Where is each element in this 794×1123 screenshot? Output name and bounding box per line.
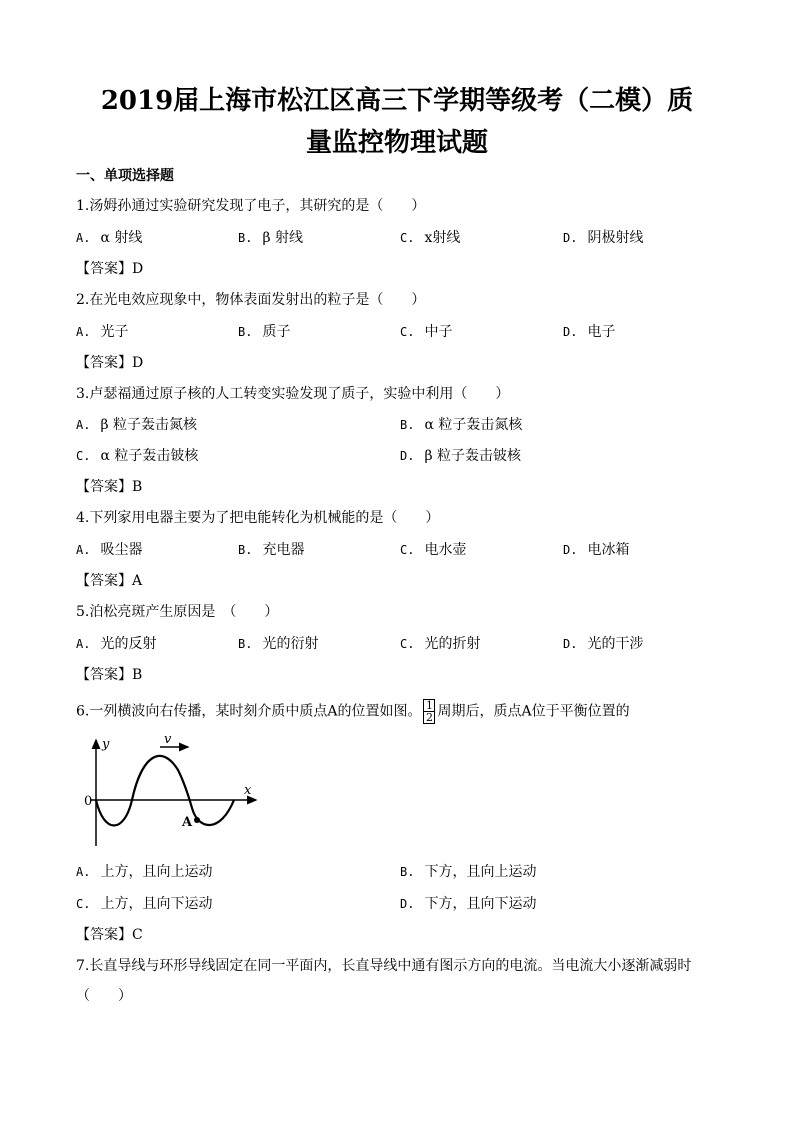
question-4-option-a bbox=[76, 540, 142, 560]
question-3-option-c bbox=[76, 446, 198, 466]
question-1-option-d bbox=[563, 228, 643, 248]
option-text: β 粒子轰击氮核 bbox=[100, 417, 197, 433]
x-axis-label: x bbox=[244, 783, 252, 798]
question-4-option-d bbox=[563, 540, 629, 560]
option-text: x射线 bbox=[424, 230, 461, 246]
question-6-option-d bbox=[400, 894, 536, 914]
option-letter: A. bbox=[76, 418, 91, 432]
option-text: β 射线 bbox=[262, 230, 303, 246]
option-letter: A. bbox=[76, 325, 91, 339]
option-text: 电子 bbox=[587, 324, 616, 340]
option-letter: D. bbox=[563, 637, 578, 651]
option-letter: D. bbox=[563, 543, 578, 557]
answer-value: D bbox=[132, 261, 144, 277]
question-6-option-a bbox=[76, 862, 212, 882]
question-3-option-a bbox=[76, 415, 197, 435]
option-text: 光的反射 bbox=[100, 636, 157, 652]
option-text: 电冰箱 bbox=[587, 542, 630, 558]
option-text: α 粒子轰击铍核 bbox=[100, 448, 199, 464]
wave-curve bbox=[96, 756, 234, 826]
question-5-option-d bbox=[563, 634, 643, 654]
option-letter: B. bbox=[238, 637, 253, 651]
option-text: 上方，且向上运动 bbox=[100, 864, 213, 880]
option-letter: A. bbox=[76, 543, 91, 557]
question-5-answer bbox=[76, 665, 142, 685]
question-6-option-c bbox=[76, 894, 212, 914]
answer-value: B bbox=[132, 667, 143, 683]
option-text: 光子 bbox=[100, 324, 129, 340]
section-heading: 一、单项选择题 bbox=[76, 168, 174, 184]
option-letter: B. bbox=[238, 231, 253, 245]
option-text: 光的衍射 bbox=[262, 636, 319, 652]
question-6-stem-end: 周期后，质点A位于平衡位置的 bbox=[437, 703, 630, 720]
y-axis-label: y bbox=[102, 737, 110, 752]
fraction bbox=[423, 699, 435, 724]
option-text: α 射线 bbox=[100, 230, 143, 246]
question-3-option-d bbox=[400, 446, 521, 466]
answer-value: C bbox=[132, 927, 143, 943]
question-7-stem: 7.长直导线与环形导线固定在同一平面内，长直导线中通有图示方向的电流。当电流大小逐渐减弱时 bbox=[76, 958, 692, 974]
option-text: 质子 bbox=[262, 324, 291, 340]
question-1-option-b bbox=[238, 228, 303, 248]
question-5-option-c bbox=[400, 634, 480, 654]
question-3-stem: 3.卢瑟福通过原子核的人工转变实验发现了质子，实验中利用（ ） bbox=[76, 386, 510, 402]
option-letter: D. bbox=[563, 325, 578, 339]
question-4-stem: 4.下列家用电器主要为了把电能转化为机械能的是（ ） bbox=[76, 510, 440, 526]
option-text: 光的折射 bbox=[424, 636, 481, 652]
fraction-numerator: 1 bbox=[425, 699, 433, 712]
option-text: 下方，且向下运动 bbox=[424, 896, 537, 912]
answer-label: 【答案】 bbox=[76, 261, 132, 277]
option-letter: C. bbox=[400, 231, 415, 245]
wave-figure bbox=[84, 734, 264, 850]
option-letter: C. bbox=[400, 637, 415, 651]
velocity-label: v bbox=[164, 734, 172, 747]
question-2-option-b bbox=[238, 322, 290, 342]
origin-label: 0 bbox=[84, 794, 93, 809]
option-text: β 粒子轰击铍核 bbox=[424, 448, 521, 464]
answer-value: B bbox=[132, 479, 143, 495]
answer-label: 【答案】 bbox=[76, 479, 132, 495]
option-letter: A. bbox=[76, 231, 91, 245]
option-text: 下方，且向上运动 bbox=[424, 864, 537, 880]
option-text: 光的干涉 bbox=[587, 636, 644, 652]
point-a-marker bbox=[194, 817, 200, 823]
point-a-label: A bbox=[182, 815, 193, 830]
question-6-stem-start: 6.一列横波向右传播，某时刻介质中质点A的位置如图。 bbox=[76, 703, 422, 720]
option-letter: A. bbox=[76, 865, 91, 879]
answer-value: D bbox=[132, 355, 144, 371]
question-3-answer bbox=[76, 477, 142, 497]
option-letter: B. bbox=[400, 418, 415, 432]
option-letter: A. bbox=[76, 637, 91, 651]
question-4-option-c bbox=[400, 540, 466, 560]
question-2-option-a bbox=[76, 322, 128, 342]
option-letter: B. bbox=[238, 543, 253, 557]
question-1-option-c bbox=[400, 228, 460, 248]
option-text: 电水壶 bbox=[424, 542, 467, 558]
answer-value: A bbox=[132, 573, 143, 589]
answer-label: 【答案】 bbox=[76, 573, 132, 589]
question-2-stem: 2.在光电效应现象中，物体表面发射出的粒子是（ ） bbox=[76, 292, 426, 308]
option-text: α 粒子轰击氮核 bbox=[424, 417, 523, 433]
question-2-option-d bbox=[563, 322, 615, 342]
question-5-stem: 5.泊松亮斑产生原因是 （ ） bbox=[76, 604, 279, 620]
question-6-option-b bbox=[400, 862, 536, 882]
answer-label: 【答案】 bbox=[76, 667, 132, 683]
question-4-answer bbox=[76, 571, 142, 591]
question-5-option-a bbox=[76, 634, 156, 654]
answer-label: 【答案】 bbox=[76, 927, 132, 943]
question-4-option-b bbox=[238, 540, 304, 560]
document-title-line-1: 2019届上海市松江区高三下学期等级考（二模）质 bbox=[100, 86, 694, 116]
document-title-line-2: 量监控物理试题 bbox=[305, 128, 488, 158]
option-text: 中子 bbox=[424, 324, 453, 340]
fraction-denominator: 2 bbox=[425, 711, 433, 724]
option-letter: C. bbox=[76, 449, 91, 463]
option-letter: D. bbox=[563, 231, 578, 245]
option-text: 吸尘器 bbox=[100, 542, 143, 558]
question-3-option-b bbox=[400, 415, 522, 435]
option-letter: C. bbox=[76, 897, 91, 911]
option-letter: C. bbox=[400, 325, 415, 339]
question-1-option-a bbox=[76, 228, 142, 248]
question-1-stem: 1.汤姆孙通过实验研究发现了电子，其研究的是（ ） bbox=[76, 198, 426, 214]
question-1-answer bbox=[76, 259, 143, 279]
option-text: 充电器 bbox=[262, 542, 305, 558]
option-text: 上方，且向下运动 bbox=[100, 896, 213, 912]
option-letter: D. bbox=[400, 449, 415, 463]
question-6-answer bbox=[76, 925, 143, 945]
question-5-option-b bbox=[238, 634, 318, 654]
option-letter: B. bbox=[238, 325, 253, 339]
option-text: 阴极射线 bbox=[587, 230, 644, 246]
option-letter: C. bbox=[400, 543, 415, 557]
question-2-answer bbox=[76, 353, 143, 373]
option-letter: B. bbox=[400, 865, 415, 879]
question-2-option-c bbox=[400, 322, 452, 342]
option-letter: D. bbox=[400, 897, 415, 911]
answer-label: 【答案】 bbox=[76, 355, 132, 371]
question-7-stem-continued: （ ） bbox=[76, 988, 132, 1004]
question-6-stem bbox=[76, 699, 630, 724]
